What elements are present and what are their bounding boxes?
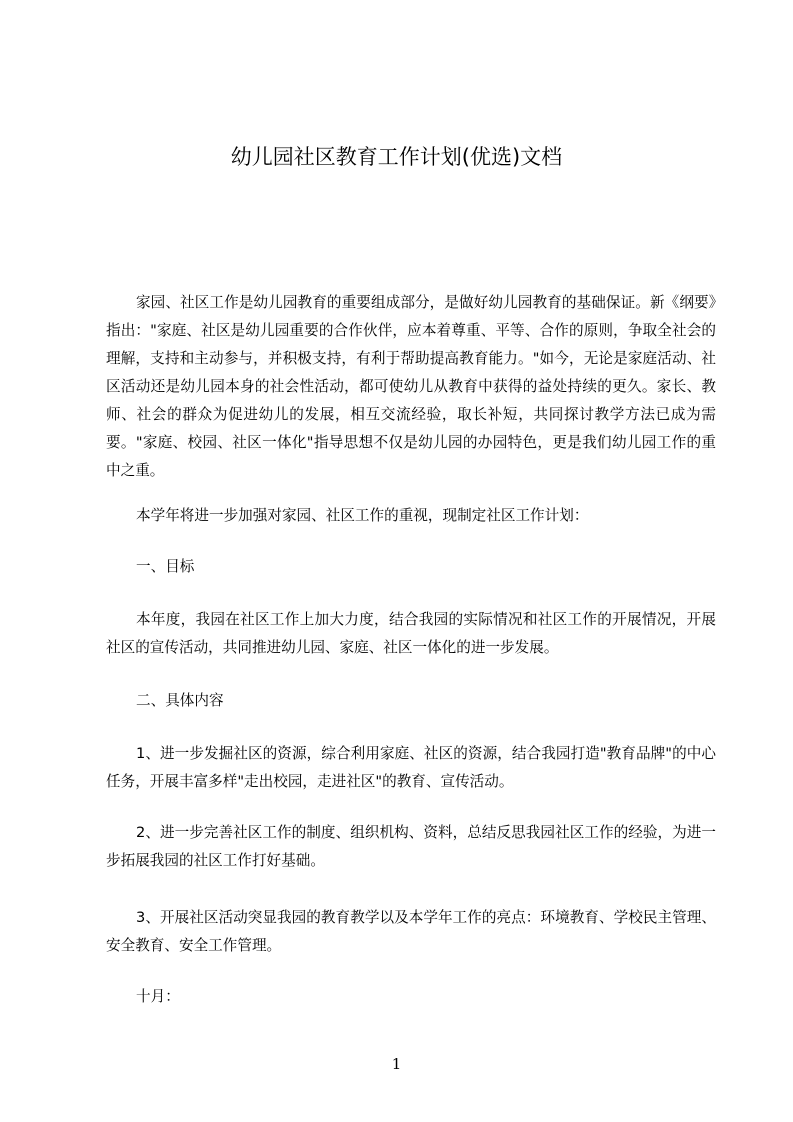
plan-statement: 本学年将进一步加强对家园、社区工作的重视，现制定社区工作计划： — [136, 507, 589, 524]
intro-paragraph: 家园、社区工作是幼儿园教育的重要组成部分，是做好幼儿园教育的基础保证。新《纲要》指出："家庭、社区是幼儿园重要的合作伙伴，应本着尊重、平等、合作的原则，争取全社会的理解，支持和主动参与，并积极支持，有利于帮助提高教育能力。"如今，无论是家庭活动、社区活动还是幼儿园本身的社会性活动，都可使幼儿从教育中获得的益处持续的更久。家长、教师、社会的群众为促进幼儿的发展，相互交流经验，取长补短，共同探讨教学方法已成为需要。"家庭、校园、社区一体化"指导思想不仅是幼儿园的办园特色，更是我们幼儿园工作的重中之重。 — [106, 294, 716, 479]
page-number: 1 — [391, 1055, 402, 1073]
section-heading-goals: 一、目标 — [136, 558, 195, 575]
document-title: 幼儿园社区教育工作计划(优选)文档 — [230, 145, 563, 169]
content-item-3: 3、开展社区活动突显我园的教育教学以及本学年工作的亮点：环境教育、学校民主管理、安全教育、安全工作管理。 — [106, 909, 716, 954]
goals-paragraph: 本年度，我园在社区工作上加大力度，结合我园的实际情况和社区工作的开展情况，开展社区的宣传活动，共同推进幼儿园、家庭、社区一体化的进一步发展。 — [106, 611, 716, 656]
section-heading-content: 二、具体内容 — [136, 692, 224, 709]
month-heading: 十月： — [136, 988, 180, 1005]
content-item-2: 2、进一步完善社区工作的制度、组织机构、资料，总结反思我园社区工作的经验，为进一步拓展我园的社区工作打好基础。 — [106, 824, 716, 869]
content-item-1: 1、进一步发掘社区的资源，综合利用家庭、社区的资源，结合我园打造"教育品牌"的中心任务，开展丰富多样"走出校园，走进社区"的教育、宣传活动。 — [106, 745, 716, 790]
